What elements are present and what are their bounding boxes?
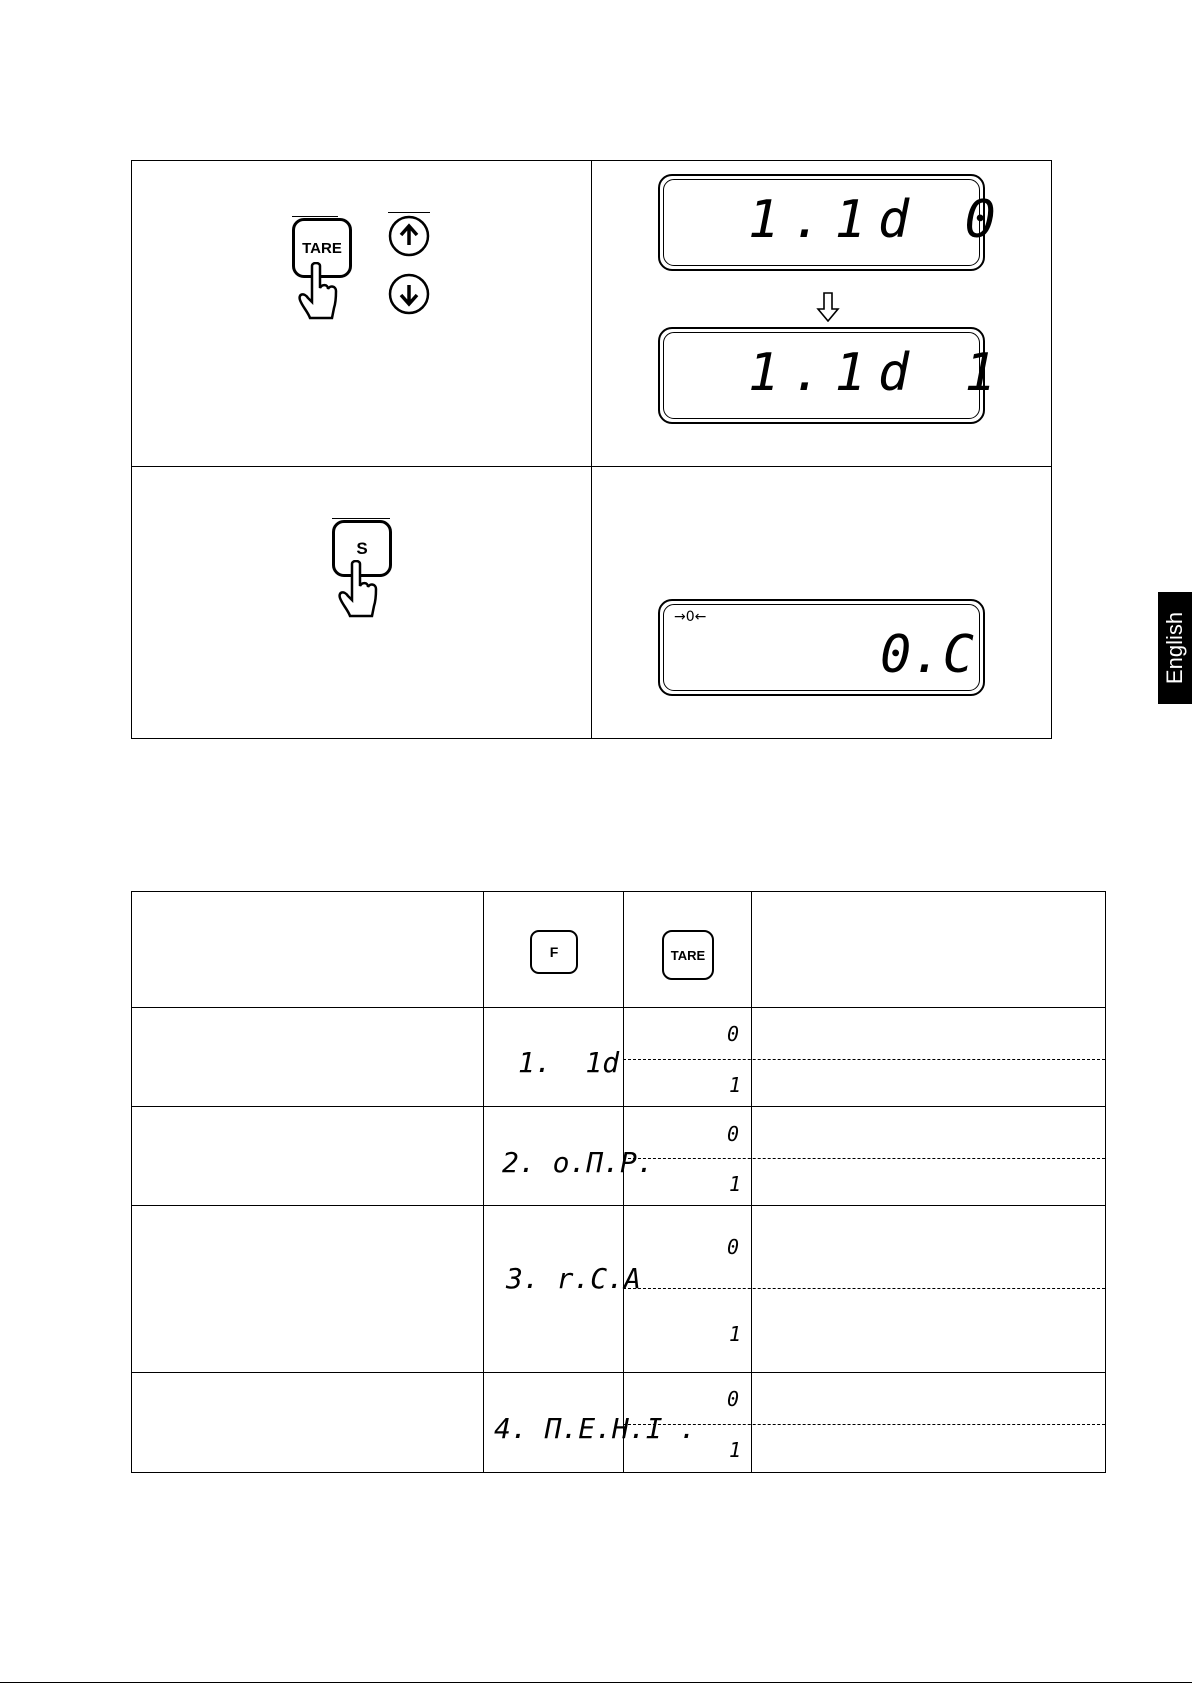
lcd-display-zero	[658, 599, 985, 696]
setting-code: 2. o.Π.P.	[502, 1146, 654, 1179]
settings-row-divider	[131, 1205, 1106, 1206]
settings-header-divider	[131, 1007, 1106, 1008]
setting-code: 3. r.C.A	[506, 1262, 641, 1295]
down-transition-arrow-icon	[816, 292, 840, 322]
dashed-divider	[623, 1288, 1105, 1289]
up-arrow-key-icon[interactable]	[387, 214, 431, 258]
display-value-after: 1.1d 1	[748, 343, 1008, 403]
settings-row-divider	[131, 1372, 1106, 1373]
settings-border-bottom	[131, 1472, 1106, 1473]
table-column-divider	[591, 160, 592, 739]
lcd-display-before	[658, 174, 1008, 271]
tare-key-header[interactable]	[662, 930, 714, 980]
settings-column-divider	[751, 891, 752, 1473]
dashed-divider	[623, 1158, 1105, 1159]
f-key-label: F	[549, 944, 559, 960]
display-value-before: 1.1d 0	[748, 190, 1008, 250]
down-arrow-key-icon[interactable]	[387, 272, 431, 316]
table-border-left	[131, 160, 132, 739]
setting-value: 0	[727, 1235, 740, 1259]
dashed-divider	[623, 1059, 1105, 1060]
setting-value: 1	[729, 1322, 742, 1346]
setting-value: 1	[729, 1073, 742, 1097]
zero-indicator: →0←	[674, 609, 707, 625]
settings-row-divider	[131, 1106, 1106, 1107]
setting-code: 4. Π.E.H.I .	[494, 1412, 697, 1445]
key-overline	[332, 518, 390, 519]
setting-value: 1	[729, 1438, 742, 1462]
setting-value: 0	[727, 1022, 740, 1046]
key-overline	[388, 212, 430, 213]
key-overline	[292, 216, 338, 217]
display-value-zero: 0.C	[880, 625, 974, 685]
pointing-hand-icon	[338, 560, 382, 618]
settings-column-divider	[623, 891, 624, 1473]
language-tab[interactable]	[1158, 592, 1192, 704]
tare-key-label: TARE	[302, 239, 342, 257]
language-tab-label: English	[1162, 611, 1187, 685]
f-key[interactable]	[530, 930, 578, 974]
setting-value: 0	[727, 1122, 740, 1146]
setting-code: 1. 1d	[518, 1046, 620, 1079]
s-key-label: S	[356, 538, 368, 558]
tare-key-header-label: TARE	[670, 947, 706, 963]
settings-column-divider	[483, 891, 484, 1473]
lcd-display-after	[658, 327, 1008, 424]
footer-rule	[0, 1682, 1192, 1683]
setting-value: 0	[727, 1387, 740, 1411]
settings-border-right	[1105, 891, 1106, 1473]
setting-value: 1	[729, 1172, 742, 1196]
pointing-hand-icon	[298, 262, 342, 320]
settings-border-left	[131, 891, 132, 1473]
table-border-right	[1051, 160, 1052, 739]
settings-border-top	[131, 891, 1106, 892]
